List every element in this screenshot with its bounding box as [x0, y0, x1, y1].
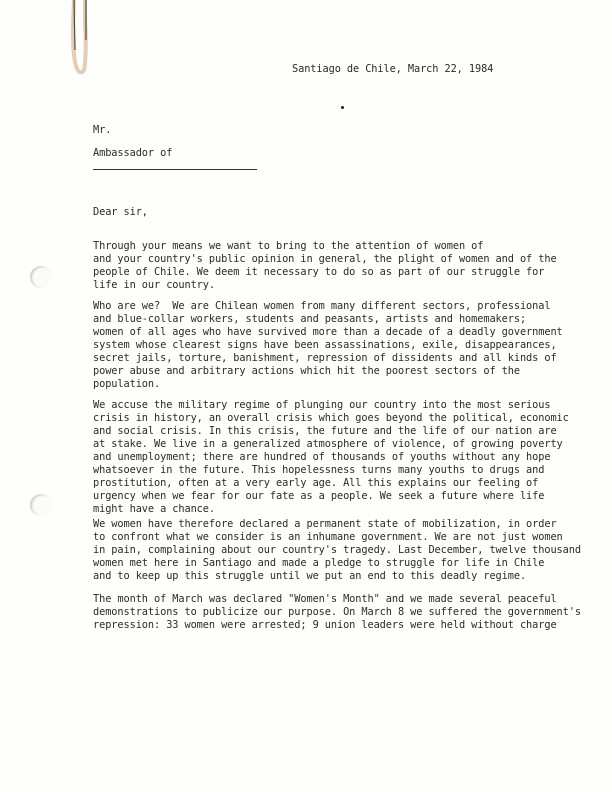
ink-dot — [341, 106, 344, 109]
paragraph-2-line: power abuse and arbitrary actions which hit the poorest sectors of the — [93, 365, 520, 377]
paragraph-1-line: life in our country. — [93, 279, 215, 291]
paragraph-3-line: We accuse the military regime of plunging our country into the most serious — [93, 399, 551, 411]
punch-hole-bottom — [30, 494, 52, 516]
paragraph-4-line: to confront what we consider is an inhumane government. We are not just women — [93, 531, 563, 543]
punch-hole-top — [30, 266, 52, 288]
paragraph-1-line: Through your means we want to bring to the attention of women of — [93, 240, 484, 252]
recipient-title: Mr. — [93, 124, 112, 136]
paragraph-3-line: and unemployment; there are hundred of thousands of youths without any hope — [93, 451, 551, 463]
paragraph-2-line: Who are we? We are Chilean women from many different sectors, professional — [93, 300, 551, 312]
paragraph-5-line: repression: 33 women were arrested; 9 union leaders were held without charge — [93, 619, 557, 631]
paragraph-4-line: women met here in Santiago and made a pledge to struggle for life in Chile — [93, 557, 545, 569]
paragraph-3-line: urgency when we fear for our fate as a people. We seek a future where life — [93, 490, 545, 502]
paragraph-3-line: at stake. We live in a generalized atmosphere of violence, of growing poverty — [93, 438, 563, 450]
paragraph-2-line: population. — [93, 378, 161, 390]
paragraph-3-line: prostitution, often at a very early age. All this explains our feeling of — [93, 477, 539, 489]
paragraph-4-line: We women have therefore declared a permanent state of mobilization, in order — [93, 518, 557, 530]
paragraph-3-line: crisis in history, an overall crisis which goes beyond the political, economic — [93, 412, 569, 424]
paragraph-2-line: women of all ages who have survived more than a decade of a deadly government — [93, 326, 563, 338]
paragraph-5-line: The month of March was declared "Women's Month" and we made several peaceful — [93, 593, 557, 605]
paragraph-2-line: system whose clearest signs have been assassinations, exile, disappearances, — [93, 339, 557, 351]
paragraph-4-line: in pain, complaining about our country's tragedy. Last December, twelve thousand — [93, 544, 581, 556]
staple-stain — [70, 0, 92, 78]
salutation: Dear sir, — [93, 206, 148, 218]
paragraph-3-line: and social crisis. In this crisis, the future and the life of our nation are — [93, 425, 557, 437]
recipient-line: Ambassador of — [93, 147, 173, 159]
paragraph-3-line: whatsoever in the future. This hopelessness turns many youths to drugs and — [93, 464, 545, 476]
dateline: Santiago de Chile, March 22, 1984 — [292, 63, 494, 75]
paragraph-4-line: and to keep up this struggle until we put an end to this deadly regime. — [93, 570, 527, 582]
recipient-blank-line — [93, 169, 257, 170]
paragraph-5-line: demonstrations to publicize our purpose. On March 8 we suffered the government's — [93, 606, 581, 618]
paragraph-1-line: and your country's public opinion in general, the plight of women and of the — [93, 253, 557, 265]
paragraph-2-line: and blue-collar workers, students and peasants, artists and homemakers; — [93, 313, 527, 325]
paragraph-3-line: might have a chance. — [93, 503, 215, 515]
paragraph-2-line: secret jails, torture, banishment, repression of dissidents and all kinds of — [93, 352, 557, 364]
paragraph-1-line: people of Chile. We deem it necessary to do so as part of our struggle for — [93, 266, 545, 278]
